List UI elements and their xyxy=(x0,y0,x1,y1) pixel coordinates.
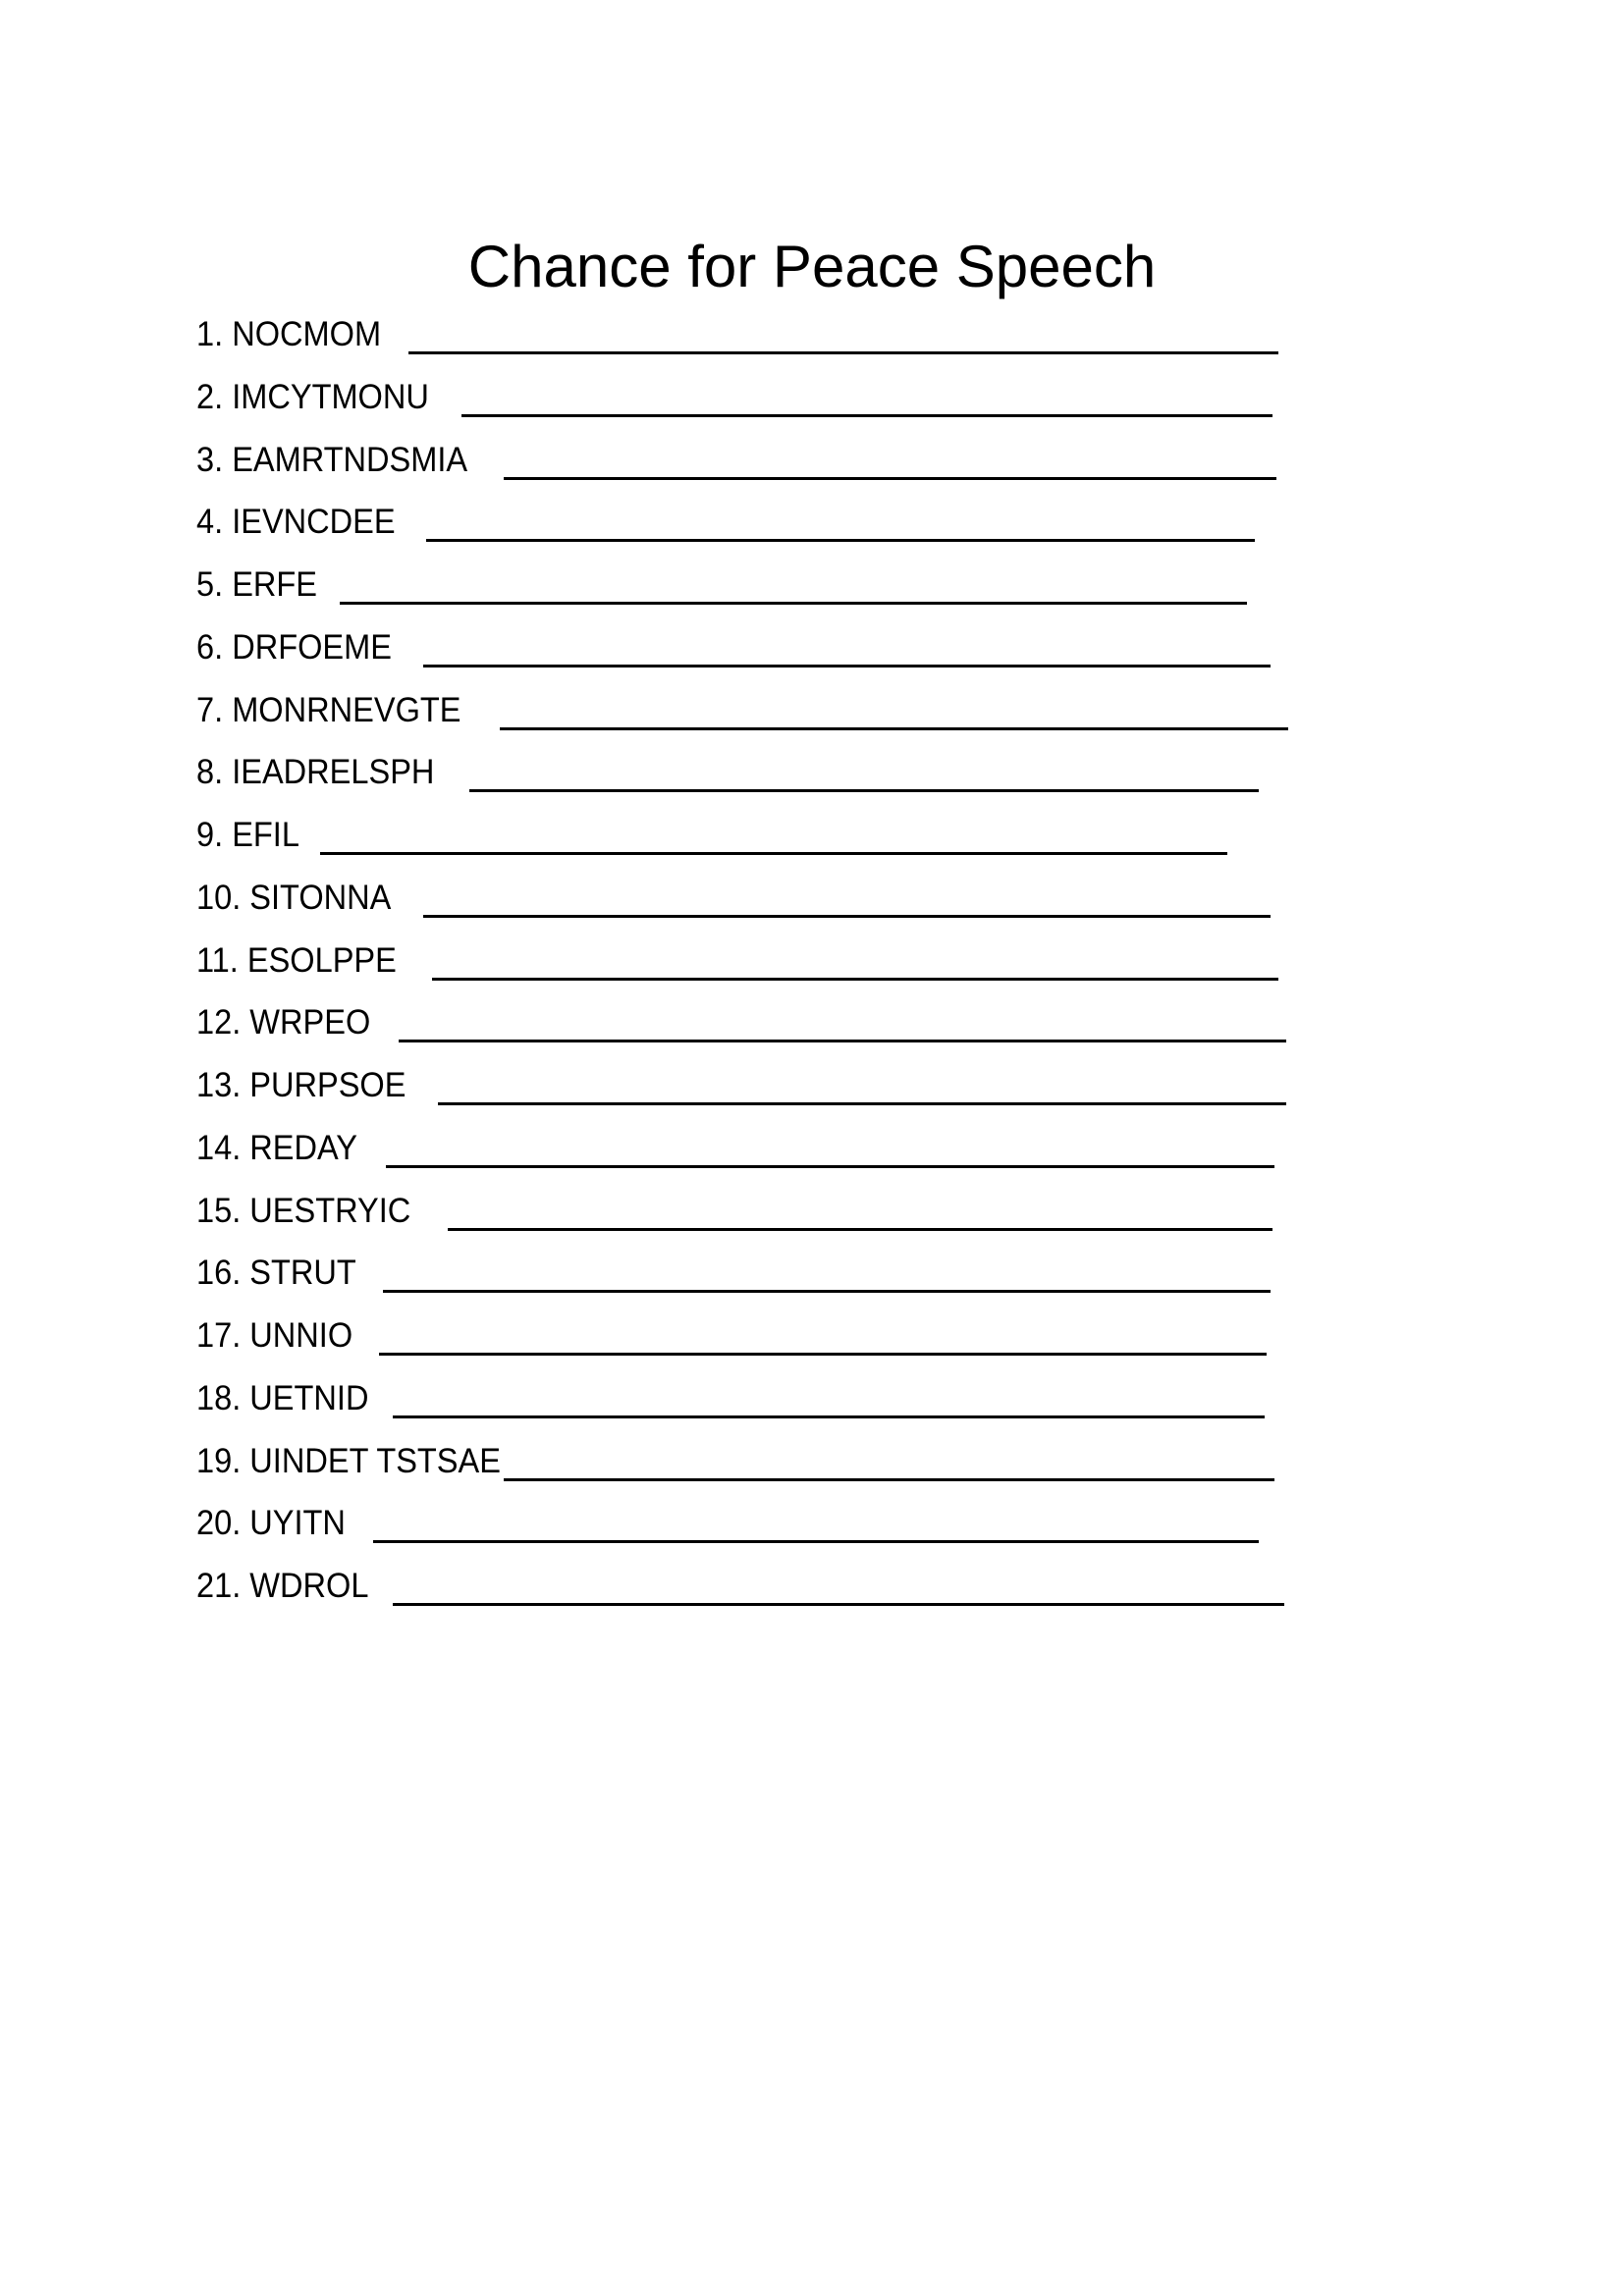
answer-blank-line[interactable] xyxy=(320,852,1227,855)
scrambled-word-label: 21. WDROL xyxy=(196,1567,369,1605)
scrambled-word-label: 18. UETNID xyxy=(196,1378,369,1417)
answer-blank-line[interactable] xyxy=(426,539,1255,542)
worksheet-title: Chance for Peace Speech xyxy=(467,234,1157,300)
scrambled-word-label: 9. EFIL xyxy=(196,816,299,854)
scrambled-word-label: 20. UYITN xyxy=(196,1504,346,1543)
answer-blank-line[interactable] xyxy=(383,1290,1271,1293)
answer-blank-line[interactable] xyxy=(448,1228,1272,1231)
scrambled-word-label: 5. ERFE xyxy=(196,565,318,604)
answer-blank-line[interactable] xyxy=(399,1040,1286,1042)
answer-blank-line[interactable] xyxy=(432,978,1278,981)
scrambled-word-label: 19. UINDET TSTSAE xyxy=(196,1441,501,1480)
answer-blank-line[interactable] xyxy=(373,1540,1259,1543)
answer-blank-line[interactable] xyxy=(438,1102,1286,1105)
answer-blank-line[interactable] xyxy=(504,1478,1274,1481)
answer-blank-line[interactable] xyxy=(393,1603,1284,1606)
answer-blank-line[interactable] xyxy=(423,915,1271,918)
scrambled-word-label: 3. EAMRTNDSMIA xyxy=(196,440,468,479)
scrambled-word-label: 11. ESOLPPE xyxy=(196,940,397,980)
scrambled-word-label: 10. SITONNA xyxy=(196,878,392,917)
answer-blank-line[interactable] xyxy=(379,1353,1267,1356)
answer-blank-line[interactable] xyxy=(340,602,1247,605)
scrambled-word-label: 4. IEVNCDEE xyxy=(196,503,396,542)
scrambled-word-label: 14. REDAY xyxy=(196,1128,358,1167)
scrambled-word-label: 6. DRFOEME xyxy=(196,627,392,667)
scrambled-word-label: 7. MONRNEVGTE xyxy=(196,690,461,729)
answer-blank-line[interactable] xyxy=(393,1415,1265,1418)
scrambled-word-label: 1. NOCMOM xyxy=(196,315,382,353)
scrambled-word-label: 13. PURPSOE xyxy=(196,1066,406,1104)
scrambled-word-label: 2. IMCYTMONU xyxy=(196,377,429,416)
answer-blank-line[interactable] xyxy=(469,789,1259,792)
answer-blank-line[interactable] xyxy=(504,477,1276,480)
scrambled-word-label: 12. WRPEO xyxy=(196,1003,371,1042)
answer-blank-line[interactable] xyxy=(408,351,1278,354)
answer-blank-line[interactable] xyxy=(386,1165,1274,1168)
answer-blank-line[interactable] xyxy=(461,414,1272,417)
scrambled-word-label: 17. UNNIO xyxy=(196,1316,353,1355)
scrambled-word-label: 16. STRUT xyxy=(196,1254,356,1293)
scrambled-word-label: 15. UESTRYIC xyxy=(196,1191,411,1230)
answer-blank-line[interactable] xyxy=(423,665,1271,667)
answer-blank-line[interactable] xyxy=(500,727,1288,730)
scrambled-word-label: 8. IEADRELSPH xyxy=(196,753,435,792)
